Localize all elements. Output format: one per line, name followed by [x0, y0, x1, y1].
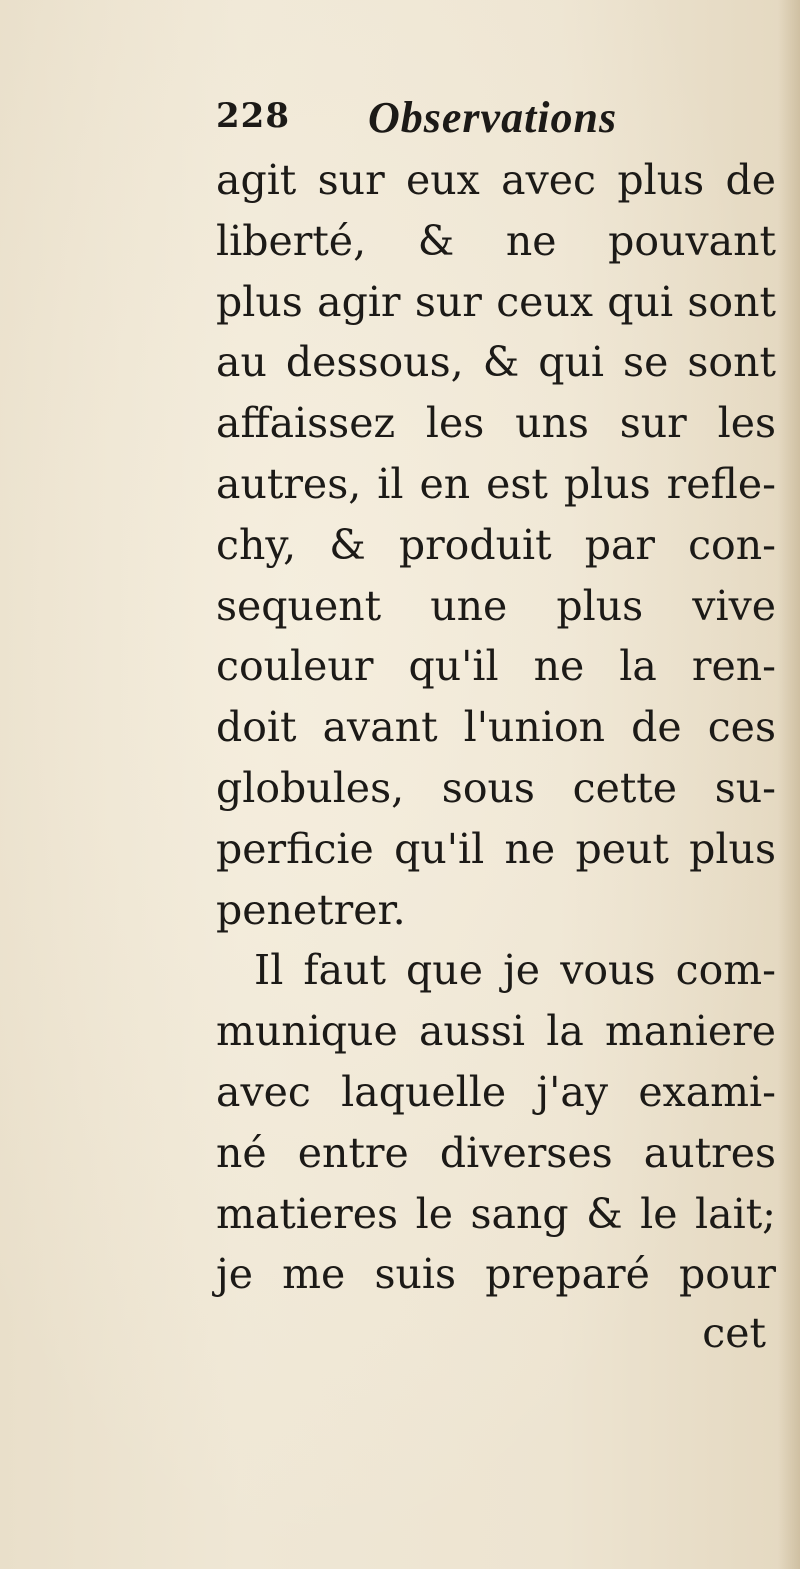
text-line: perficie qu'il ne peut plus — [216, 824, 776, 873]
text-line: globules, sous cette su- — [216, 763, 776, 812]
text-line: plus agir sur ceux qui sont — [216, 277, 776, 326]
text-line: doit avant l'union de ces — [216, 703, 776, 752]
text-line: munique aussi la maniere — [216, 1007, 776, 1056]
text-line: au dessous, & qui se sont — [216, 338, 776, 387]
text-line: avec laquelle j'ay exami- — [216, 1067, 776, 1116]
text-line: liberté, & ne pouvant — [216, 216, 776, 265]
page-number: 228 — [216, 96, 290, 136]
text-line: autres, il en est plus refle- — [216, 459, 776, 508]
text-line: Il faut que je vous com- — [254, 946, 776, 995]
page-gutter-shadow — [778, 0, 800, 1569]
text-line: couleur qu'il ne la ren- — [216, 642, 776, 691]
page-header — [216, 92, 776, 142]
text-line: matieres le sang & le lait; — [216, 1189, 776, 1238]
text-line: né entre diverses autres — [216, 1128, 776, 1177]
text-line: chy, & produit par con- — [216, 520, 776, 569]
text-line: affaissez les uns sur les — [216, 399, 776, 448]
catchword: cet — [702, 1309, 766, 1357]
text-line: agit sur eux avec plus de — [216, 156, 776, 204]
text-line: sequent une plus vive — [216, 581, 776, 630]
body-text — [216, 150, 776, 1305]
text-line: je me suis preparé pour — [216, 1250, 776, 1299]
text-line: penetrer. — [216, 885, 406, 934]
running-title: Observations — [368, 93, 618, 142]
